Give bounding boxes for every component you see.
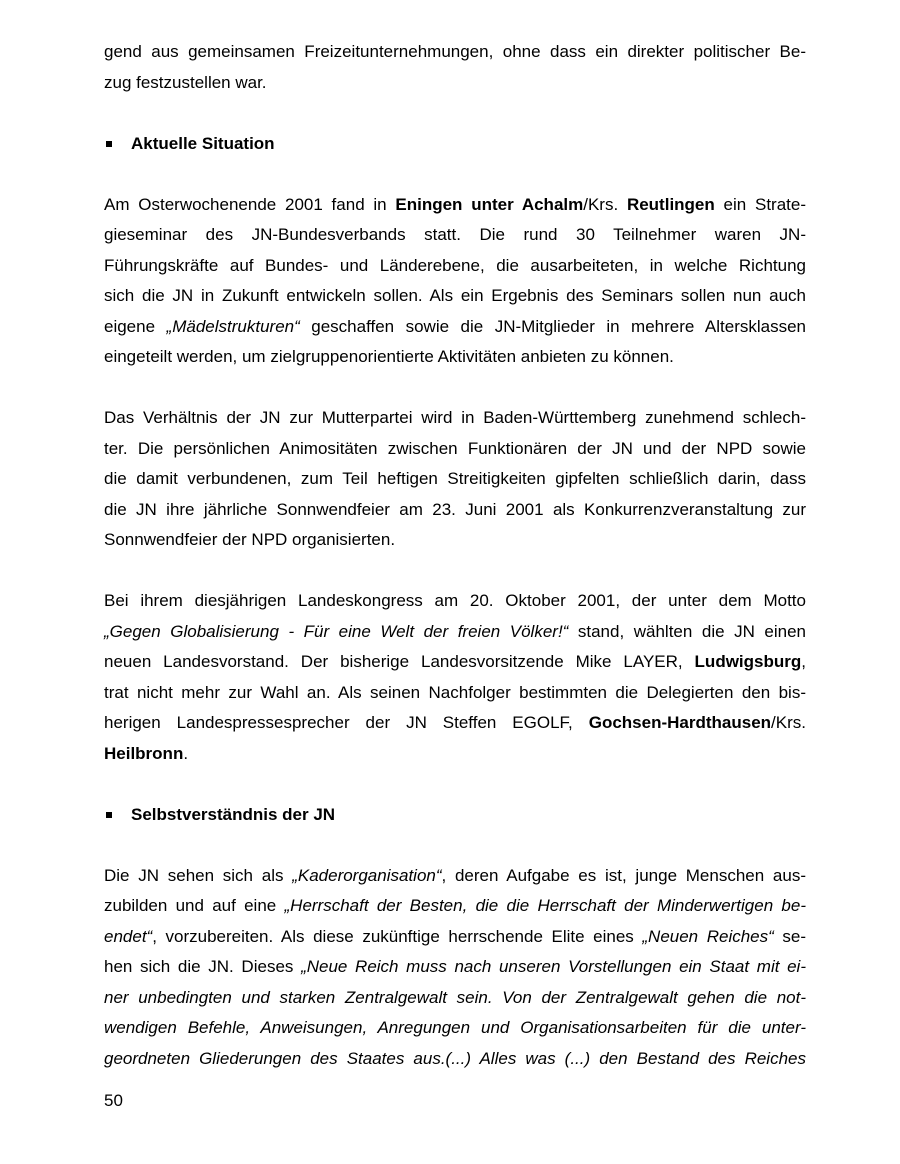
text-line [104, 281, 806, 312]
text-line [104, 495, 806, 526]
quoted-term: „Mädelstrukturen“ [166, 316, 300, 336]
text-line [104, 952, 806, 983]
section-heading-selbstverstaendnis [104, 800, 806, 831]
square-bullet-icon [106, 812, 112, 818]
text-line [104, 464, 806, 495]
intro-paragraph [104, 37, 806, 98]
text-line [104, 1013, 806, 1044]
quoted-text: geordneten Gliederungen des Staates aus.(...) Alles was (...) den Bestand des Reiches [104, 1048, 806, 1068]
text-line [104, 525, 806, 556]
section-heading-aktuelle-situation [104, 129, 806, 160]
text-line [104, 403, 806, 434]
text-span: ein Strate- [714, 194, 806, 214]
text-line [104, 342, 806, 373]
text-span: sich die JN in Zukunft entwickeln sollen. Als ein Ergebnis des Seminars sollen nun auch [104, 286, 806, 305]
text-span: stand, wählten die JN einen [568, 621, 806, 641]
text-line [104, 922, 806, 953]
place-name: Ludwigsburg [694, 652, 802, 671]
heading-text: Aktuelle Situation [131, 133, 275, 153]
paragraph-party-relations [104, 403, 806, 556]
text-span: zug festzustellen war. [104, 72, 267, 92]
text-span: , [801, 652, 806, 671]
text-span: . [183, 743, 189, 763]
text-span: Führungskräfte auf Bundes- und Länderebene, die ausarbeiteten, in welche Richtung [104, 255, 806, 275]
text-span: eigene [104, 316, 167, 336]
text-span: gieseminar des JN-Bundesverbands statt. Die rund 30 Teilnehmer waren JN- [104, 225, 806, 244]
text-span: eingeteilt werden, um zielgruppenorientierte Aktivitäten anbieten zu können. [104, 347, 674, 366]
text-line [104, 617, 806, 648]
quoted-text: „Neue Reich muss nach unseren Vorstellungen ein Staat mit ei- [301, 957, 806, 976]
text-line [104, 434, 806, 465]
place-name: Gochsen-Hardthausen [588, 713, 772, 732]
text-line [104, 861, 806, 892]
text-line [104, 983, 806, 1014]
text-span: , deren Aufgabe es ist, junge Menschen aus- [441, 865, 806, 885]
text-span: Bei ihrem diesjährigen Landeskongress am 20. Oktober 2001, der unter dem Motto [104, 591, 806, 610]
text-line [104, 37, 806, 68]
document-page [104, 37, 806, 1074]
text-line [104, 647, 806, 678]
text-line [104, 708, 806, 739]
text-span: geschaffen sowie die JN-Mitglieder in mehrere Altersklassen [299, 316, 806, 336]
text-span: trat nicht mehr zur Wahl an. Als seinen Nachfolger bestimmten die Delegierten den bis- [104, 682, 806, 702]
text-span: herigen Landespressesprecher der JN Steffen EGOLF, [104, 713, 589, 732]
text-span: hen sich die JN. Dieses [104, 957, 302, 976]
page-number: 50 [104, 1091, 123, 1110]
text-line [104, 251, 806, 282]
text-line [104, 1044, 806, 1075]
text-line [104, 190, 806, 221]
quoted-term: „Kaderorganisation“ [292, 865, 442, 885]
text-span: die damit verbundenen, zum Teil heftigen Streitigkeiten gipfelten schließlich darin, dass [104, 469, 806, 488]
text-span: neuen Landesvorstand. Der bisherige Landesvorsitzende Mike LAYER, [104, 652, 695, 671]
text-span: , vorzubereiten. Als diese zukünftige herrschende Elite eines [152, 926, 643, 946]
quoted-term: endet“ [104, 926, 153, 946]
place-name: Reutlingen [626, 194, 715, 214]
quoted-term: „Neuen Reiches“ [642, 926, 774, 946]
text-span: se- [773, 926, 806, 946]
text-span: gend aus gemeinsamen Freizeitunternehmungen, ohne dass ein direkter politischer Be- [104, 42, 806, 61]
text-line [104, 312, 806, 343]
paragraph-state-congress [104, 586, 806, 769]
text-span: zubilden und auf eine [104, 896, 285, 915]
text-line [104, 739, 806, 770]
text-span: die JN ihre jährliche Sonnwendfeier am 23. Juni 2001 als Konkurrenzveranstaltung zur [104, 499, 806, 519]
text-line [104, 891, 806, 922]
quoted-text: wendigen Befehle, Anweisungen, Anregungen und Organisationsarbeiten für die unter- [104, 1018, 806, 1037]
paragraph-strategy-seminar [104, 190, 806, 373]
place-name: Heilbronn [104, 743, 184, 763]
quoted-text: ner unbedingten und starken Zentralgewalt sein. Von der Zentralgewalt gehen die not- [104, 987, 806, 1007]
text-span: ter. Die persönlichen Animositäten zwischen Funktionären der JN und der NPD sowie [104, 438, 806, 458]
text-span: Sonnwendfeier der NPD organisierten. [104, 530, 396, 549]
text-line [104, 220, 806, 251]
text-span: Die JN sehen sich als [104, 865, 293, 885]
paragraph-self-image [104, 861, 806, 1075]
text-line [104, 586, 806, 617]
text-span: Das Verhältnis der JN zur Mutterpartei wird in Baden-Württemberg zunehmend schlech- [104, 408, 806, 427]
square-bullet-icon [106, 141, 112, 147]
text-line [104, 678, 806, 709]
quoted-motto: „Gegen Globalisierung - Für eine Welt der freien Völker!“ [104, 621, 569, 641]
quoted-term: „Herrschaft der Besten, die die Herrschaft der Minderwertigen be- [284, 896, 806, 915]
text-span: /Krs. [771, 713, 806, 732]
place-name: Eningen unter Achalm [395, 194, 584, 214]
heading-text: Selbstverständnis der JN [131, 804, 336, 824]
text-span: Am Osterwochenende 2001 fand in [104, 194, 396, 214]
text-line [104, 68, 806, 99]
text-span: /Krs. [583, 194, 627, 214]
